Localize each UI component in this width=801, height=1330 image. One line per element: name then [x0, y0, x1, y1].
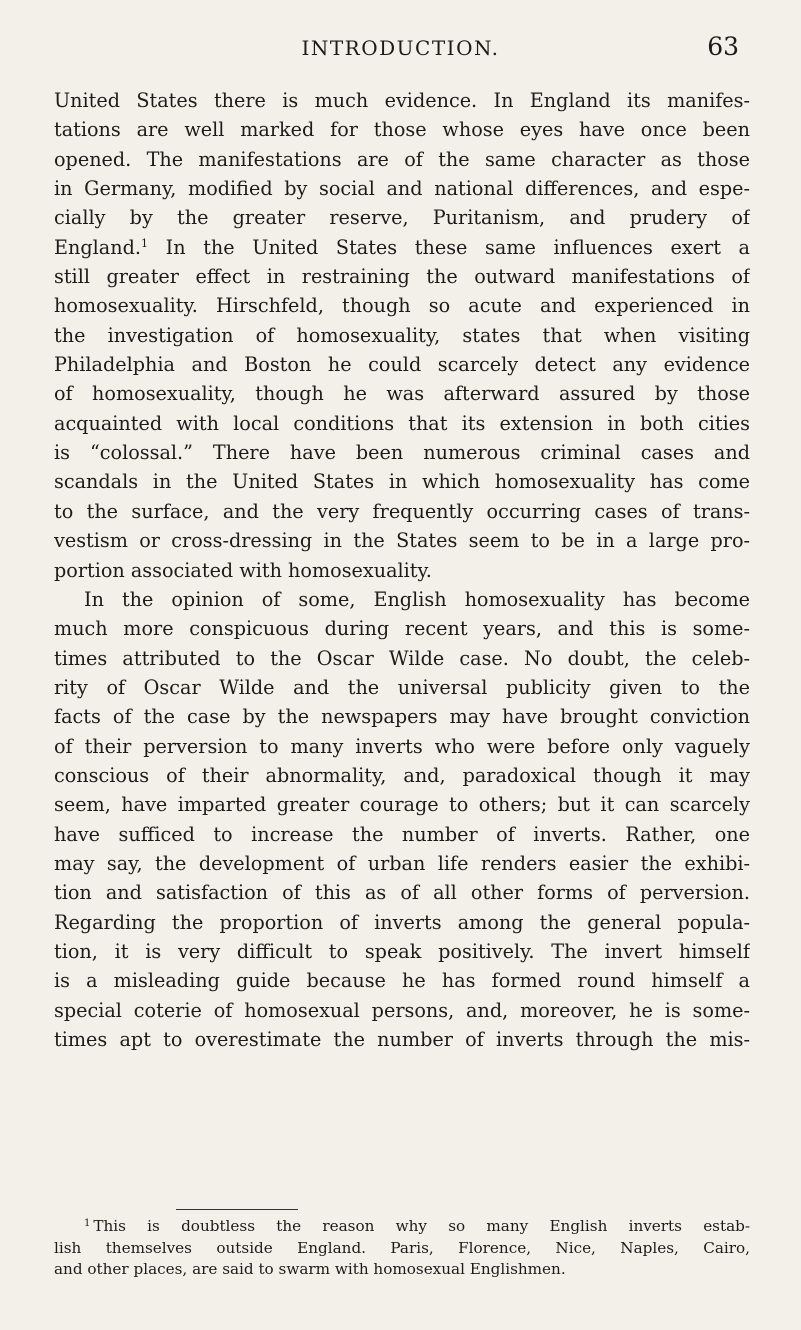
text-line: scandals in the United States in which homosexuality has come [54, 470, 750, 494]
text-line: tations are well marked for those whose eyes have once been [54, 118, 750, 142]
text-line: portion associated with homosexuality. [54, 558, 432, 582]
text-line: still greater effect in restraining the outward manifestations of [54, 265, 750, 289]
text-line: in Germany, modified by social and national differences, and espe- [54, 177, 750, 201]
text-fragment: In the United States these same influences exert a [147, 235, 750, 259]
text-line: In the opinion of some, English homosexuality has become [84, 587, 750, 611]
text-line: times attributed to the Oscar Wilde case. No doubt, the celeb- [54, 646, 750, 670]
text-line: tion, it is very difficult to speak positively. The invert himself [54, 939, 750, 963]
text-line: much more conspicuous during recent years, and this is some- [54, 617, 750, 641]
footnote-marker: 1 [84, 1218, 91, 1229]
text-line: tion and satisfaction of this as of all other forms of perversion. [54, 881, 750, 905]
page-header [0, 32, 801, 72]
text-line: times apt to overestimate the number of inverts through the mis- [54, 1028, 750, 1051]
text-line: seem, have imparted greater courage to others; but it can scarcely [54, 793, 750, 817]
text-line: rity of Oscar Wilde and the universal publicity given to the [54, 675, 750, 699]
text-line: the investigation of homosexuality, states that when visiting [54, 323, 750, 347]
text-line: is a misleading guide because he has formed round himself a [54, 969, 750, 993]
text-line: is “colossal.” There have been numerous criminal cases and [54, 441, 750, 465]
text-line: Regarding the proportion of inverts among the general popula- [54, 910, 750, 934]
body-text [54, 86, 750, 1054]
text-line [54, 233, 750, 262]
page-number: 63 [707, 32, 739, 61]
text-line: may say, the development of urban life renders easier the exhibi- [54, 851, 750, 875]
footnote-divider [176, 1209, 298, 1210]
text-line: cially by the greater reserve, Puritanism, and prudery of [54, 206, 750, 230]
text-line: homosexuality. Hirschfeld, though so acute and experienced in [54, 294, 750, 318]
footnote-line: lish themselves outside England. Paris, Florence, Nice, Naples, Cairo, [54, 1238, 750, 1257]
text-line: of their perversion to many inverts who were before only vaguely [54, 734, 750, 758]
text-line: have sufficed to increase the number of inverts. Rather, one [54, 822, 750, 846]
text-line: Philadelphia and Boston he could scarcely detect any evidence [54, 353, 750, 377]
text-line: opened. The manifestations are of the same character as those [54, 147, 750, 171]
footnote-reference: 1 [140, 236, 148, 250]
text-line: conscious of their abnormality, and, paradoxical though it may [54, 763, 750, 787]
text-line: United States there is much evidence. In England its manifes- [54, 89, 750, 112]
footnote-line: and other places, are said to swarm with homosexual Englishmen. [54, 1260, 566, 1278]
text-fragment: This is doubtless the reason why so many English inverts estab- [93, 1217, 750, 1235]
text-fragment: England. [54, 235, 141, 259]
footnote-line [54, 1216, 750, 1238]
text-line: facts of the case by the newspapers may have brought conviction [54, 705, 750, 729]
text-line: to the surface, and the very frequently occurring cases of trans- [54, 499, 750, 523]
text-line: acquainted with local conditions that its extension in both cities [54, 411, 750, 435]
footnote [54, 1216, 750, 1281]
text-line: special coterie of homosexual persons, and, moreover, he is some- [54, 998, 750, 1022]
running-head: INTRODUCTION. [301, 36, 500, 60]
text-line: of homosexuality, though he was afterward assured by those [54, 382, 750, 406]
text-line: vestism or cross-dressing in the States seem to be in a large pro- [54, 529, 750, 553]
